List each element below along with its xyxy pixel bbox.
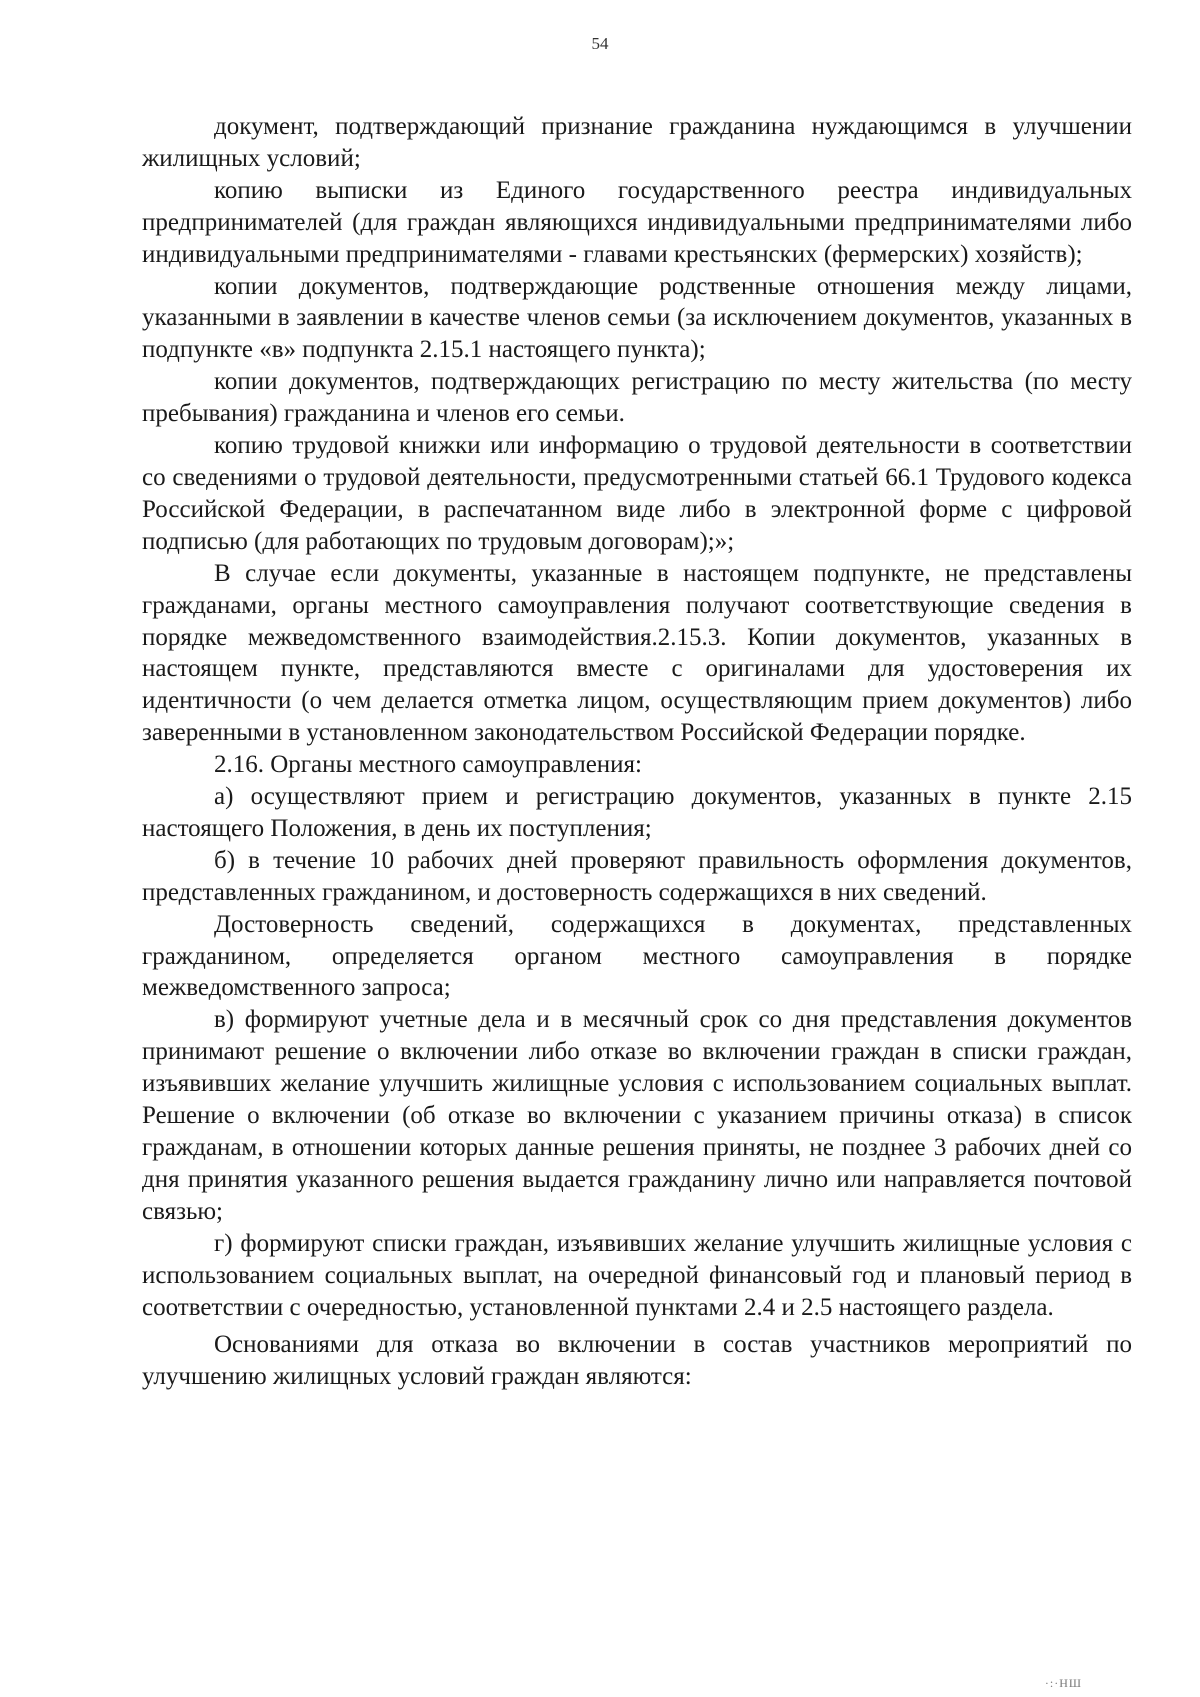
paragraph: б) в течение 10 рабочих дней проверяют правильность оформления документов, представленных гражданином, и достоверность содержащихся в них сведений. [142,846,1132,906]
paragraph: копии документов, подтверждающие родственные отношения между лицами, указанными в заявлении в качестве членов семьи (за исключением документов, указанных в подпункте «в» подпункта 2.15.1 настоящего пункта); [142,272,1132,364]
footer-mark: ·:·НШ [1044,1676,1082,1690]
paragraph: документ, подтверждающий признание гражданина нуждающимся в улучшении жилищных условий; [142,113,1132,172]
paragraph: в) формируют учетные дела и в месячный срок со дня представления документов принимают решение о включении либо отказе во включении граждан в списки граждан, изъявивших желание улучшить жилищные условия с использованием социальных выплат. Решение о включении (об отказе во включении с указанием причины отказа) в список гражданам, в отношении которых данные решения приняты, не позднее 3 рабочих дней со дня принятия указанного решения выдается гражданину лично или направляется почтовой связью; [142,1006,1132,1225]
paragraph: а) осуществляют прием и регистрацию документов, указанных в пункте 2.15 настоящего Положения, в день их поступления; [142,783,1132,842]
paragraph: 2.16. Органы местного самоуправления: [214,751,642,779]
paragraph: Основаниями для отказа во включении в состав участников мероприятий по улучшению жилищных условий граждан являются: [142,1331,1132,1391]
paragraph: В случае если документы, указанные в настоящем подпункте, не представлены гражданами, органы местного самоуправления получают соответствующие сведения в порядке межведомственного взаимодействия.2.15.3. Копии документов, указанных в настоящем пункте, представляются вместе с оригиналами для удостоверения их идентичности (о чем делается отметка лицом, осуществляющим прием документов) либо заверенными в установленном законодательством Российской Федерации порядке. [142,559,1132,747]
paragraph: Достоверность сведений, содержащихся в документах, представленных гражданином, определяется органом местного самоуправления в порядке межведомственного запроса; [142,910,1132,1002]
paragraph: копии документов, подтверждающих регистрацию по месту жительства (по месту пребывания) гражданина и членов его семьи. [142,368,1132,428]
paragraph: г) формируют списки граждан, изъявивших желание улучшить жилищные условия с использованием социальных выплат, на очередной финансовый год и плановый период в соответствии с очередностью, установленной пунктами 2.4 и 2.5 настоящего раздела. [142,1229,1132,1321]
paragraph: копию выписки из Единого государственного реестра индивидуальных предпринимателей (для граждан являющихся индивидуальными предпринимателями либо индивидуальными предпринимателями - главами крестьянских (фермерских) хозяйств); [142,176,1132,268]
paragraph: копию трудовой книжки или информацию о трудовой деятельности в соответствии со сведениями о трудовой деятельности, предусмотренными статьей 66.1 Трудового кодекса Российской Федерации, в распечатанном виде либо в электронной форме с цифровой подписью (для работающих по трудовым договорам);»; [142,432,1132,555]
page-number: 54 [591,34,609,53]
document-body [142,111,1132,1393]
